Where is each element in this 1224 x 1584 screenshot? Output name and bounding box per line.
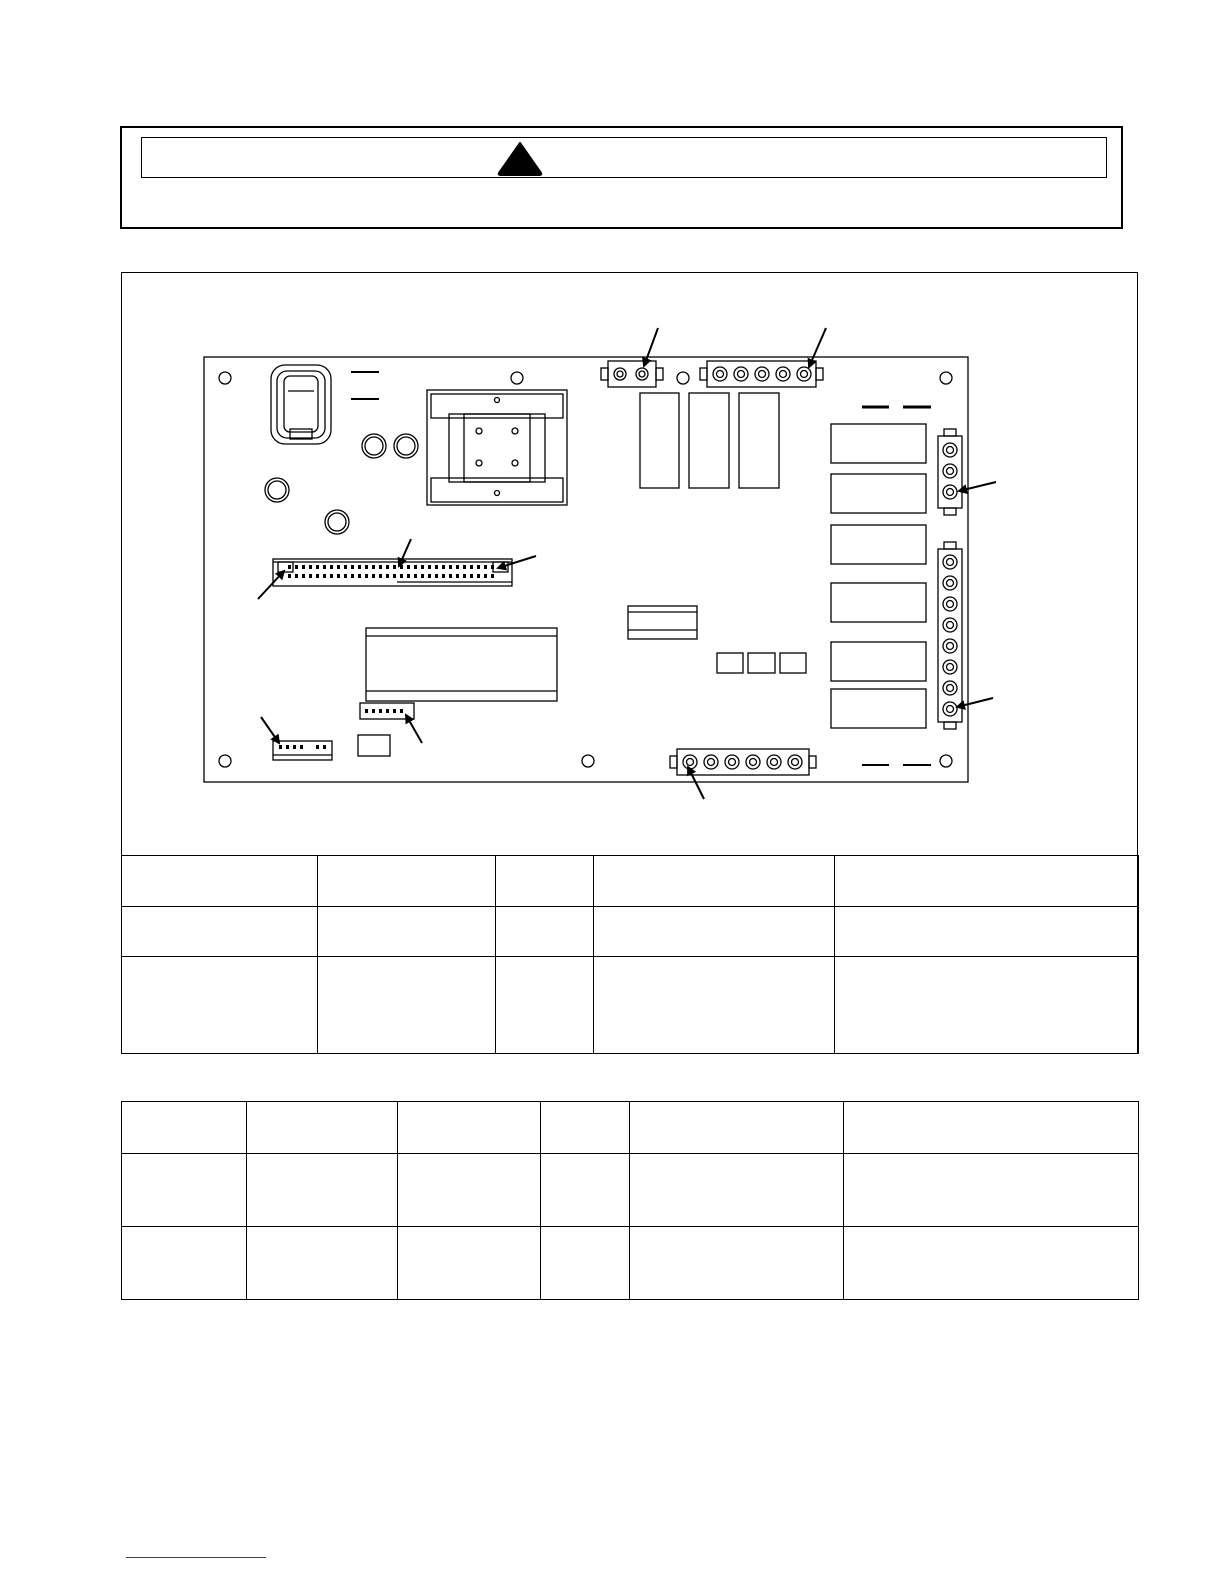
capacitors	[265, 434, 418, 534]
table-cell	[496, 907, 594, 957]
fuse-holder	[271, 365, 331, 444]
warning-box	[120, 126, 1123, 229]
table-cell	[247, 1102, 398, 1154]
table-cell	[541, 1227, 630, 1300]
arrow-ribbon-left	[258, 571, 284, 599]
arrow-top-2pin	[644, 328, 658, 366]
arrow-bottom-left-header	[261, 717, 279, 743]
footer-rule	[126, 1557, 266, 1558]
bottom-6pin-connector	[670, 749, 816, 775]
small-ic	[628, 606, 697, 639]
vertical-relays	[640, 393, 779, 488]
arrow-right-3pin	[959, 482, 996, 491]
table-cell	[630, 1154, 844, 1227]
top-2pin-connector	[601, 361, 663, 387]
table-row	[122, 1102, 1139, 1154]
table-row	[122, 1154, 1139, 1227]
control-board-diagram	[122, 273, 1137, 853]
table-cell	[844, 1102, 1139, 1154]
table-cell	[835, 957, 1139, 1054]
horizontal-relays	[831, 424, 926, 728]
table-cell	[122, 1102, 247, 1154]
transformer	[427, 390, 567, 505]
table-cell	[541, 1102, 630, 1154]
small-square	[358, 735, 390, 756]
warning-header	[141, 137, 1107, 178]
warning-triangle-icon	[496, 140, 544, 176]
mounting-holes	[219, 372, 952, 767]
table-row	[122, 907, 1139, 957]
right-3pin-connector	[938, 429, 962, 515]
bottom-left-header	[273, 741, 332, 760]
table-cell	[398, 1154, 541, 1227]
table-cell	[594, 957, 835, 1054]
table-cell	[318, 907, 496, 957]
right-8pin-connector	[938, 542, 962, 729]
table-cell	[247, 1227, 398, 1300]
table-two	[121, 1101, 1139, 1300]
table-cell	[630, 1102, 844, 1154]
table-cell	[496, 957, 594, 1054]
table-cell	[835, 907, 1139, 957]
table-cell	[247, 1154, 398, 1227]
table-row	[122, 856, 1139, 907]
table-cell	[496, 856, 594, 907]
table-cell	[398, 1227, 541, 1300]
table-cell	[122, 1227, 247, 1300]
arrow-bottom-connector	[688, 767, 704, 799]
table-cell	[594, 856, 835, 907]
table-cell	[541, 1154, 630, 1227]
table-cell	[318, 957, 496, 1054]
heat-sink	[366, 628, 557, 701]
table-cell	[835, 856, 1139, 907]
table-cell	[122, 1154, 247, 1227]
arrow-top-5pin	[809, 328, 826, 367]
table-cell	[122, 957, 318, 1054]
table-row	[122, 1227, 1139, 1300]
ribbon-header	[273, 559, 512, 586]
table-cell	[122, 856, 318, 907]
table-row	[122, 957, 1139, 1054]
table-cell	[122, 907, 318, 957]
table-cell	[398, 1102, 541, 1154]
table-cell	[844, 1227, 1139, 1300]
ribbon-pins	[279, 565, 494, 749]
table-one	[121, 855, 1139, 1054]
table-cell	[844, 1154, 1139, 1227]
small-components	[717, 653, 806, 673]
top-5pin-connector	[700, 361, 823, 387]
table-cell	[318, 856, 496, 907]
table-cell	[594, 907, 835, 957]
table-cell	[630, 1227, 844, 1300]
